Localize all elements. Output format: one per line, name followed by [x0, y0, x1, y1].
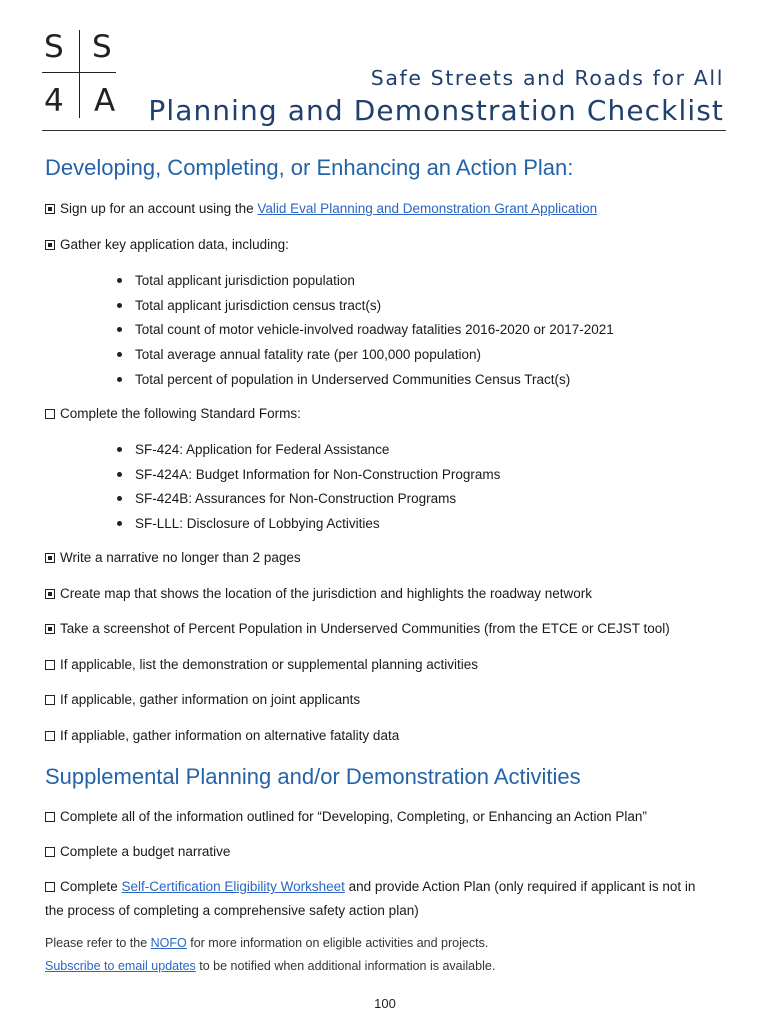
checklist-item-selfcert	[45, 878, 695, 896]
checklist-item-forms	[45, 405, 301, 423]
checklist-item-signup	[45, 200, 597, 218]
item-text: Complete all of the information outlined for “Developing, Completing, or Enhancing an Action Plan”	[60, 809, 647, 824]
item-text: Write a narrative no longer than 2 pages	[60, 550, 301, 565]
list-item: SF-LLL: Disclosure of Lobbying Activities	[115, 515, 500, 540]
logo-letter-top-left: S	[44, 29, 64, 65]
self-certification-worksheet-link[interactable]: Self-Certification Eligibility Worksheet	[121, 879, 345, 894]
checklist-item-fatality	[45, 727, 399, 745]
list-item: Total percent of population in Underserved Communities Census Tract(s)	[115, 371, 614, 396]
item-text: Gather key application data, including:	[60, 237, 289, 252]
s4a-logo	[42, 30, 116, 118]
logo-letter-bottom-right: A	[94, 83, 116, 119]
checklist-item-complete-all	[45, 808, 647, 826]
logo-vertical-rule	[79, 30, 80, 118]
logo-letter-top-right: S	[92, 29, 112, 65]
checkbox-checked[interactable]	[45, 240, 55, 250]
checklist-item-map	[45, 585, 592, 603]
nofo-note	[45, 936, 488, 950]
list-item: Total average annual fatality rate (per 100,000 population)	[115, 346, 614, 371]
supplemental-heading: Supplemental Planning and/or Demonstration Activities	[45, 764, 581, 789]
checkbox-unchecked[interactable]	[45, 731, 55, 741]
list-item: Total applicant jurisdiction census tract(s)	[115, 297, 614, 322]
checkbox-checked[interactable]	[45, 589, 55, 599]
standard-forms-list	[115, 441, 500, 540]
item-text: Create map that shows the location of the jurisdiction and highlights the roadway network	[60, 586, 593, 601]
checkbox-checked[interactable]	[45, 204, 55, 214]
subscribe-link[interactable]: Subscribe to email updates	[45, 959, 196, 973]
gather-data-list	[115, 272, 614, 395]
item-text: If appliable, gather information on alternative fatality data	[60, 728, 400, 743]
item-text: Sign up for an account using the	[60, 201, 254, 216]
item-text: Complete a budget narrative	[60, 844, 231, 859]
checkbox-unchecked[interactable]	[45, 812, 55, 822]
checklist-item-demo	[45, 656, 478, 674]
checkbox-unchecked[interactable]	[45, 847, 55, 857]
item-text: Complete the following Standard Forms:	[60, 406, 301, 421]
subscribe-note	[45, 959, 495, 973]
item-text: If applicable, list the demonstration or supplemental planning activities	[60, 657, 478, 672]
checkbox-checked[interactable]	[45, 624, 55, 634]
action-plan-heading: Developing, Completing, or Enhancing an Action Plan:	[45, 155, 574, 180]
list-item: SF-424: Application for Federal Assistance	[115, 441, 500, 466]
checklist-item-joint	[45, 691, 360, 709]
item-text: and provide Action Plan (only required if applicant is not in	[348, 879, 696, 894]
list-item: Total applicant jurisdiction population	[115, 272, 614, 297]
checkbox-unchecked[interactable]	[45, 695, 55, 705]
note-text: for more information on eligible activities and projects.	[190, 936, 489, 950]
header-subtitle: Safe Streets and Roads for All	[370, 66, 724, 90]
checkbox-unchecked[interactable]	[45, 660, 55, 670]
valid-eval-link[interactable]: Valid Eval Planning and Demonstration Grant Application	[257, 201, 598, 216]
checklist-item-narrative	[45, 549, 301, 567]
checkbox-unchecked[interactable]	[45, 882, 55, 892]
logo-letter-bottom-left: 4	[44, 83, 64, 119]
item-text: Take a screenshot of Percent Population in Underserved Communities (from the ETCE or CEJST tool)	[60, 621, 670, 636]
item-text: Complete	[60, 879, 118, 894]
selfcert-continuation: the process of completing a comprehensive safety action plan)	[45, 903, 419, 918]
checklist-item-gather	[45, 236, 289, 254]
nofo-link[interactable]: NOFO	[150, 936, 187, 950]
checklist-item-screenshot	[45, 620, 670, 638]
page-number: 100	[374, 996, 396, 1011]
checkbox-checked[interactable]	[45, 553, 55, 563]
list-item: Total count of motor vehicle-involved roadway fatalities 2016-2020 or 2017-2021	[115, 321, 614, 346]
note-text: Please refer to the	[45, 936, 148, 950]
page-title: Planning and Demonstration Checklist	[148, 94, 724, 127]
title-divider	[42, 130, 726, 131]
checklist-item-budget	[45, 843, 230, 861]
note-text: to be notified when additional information is available.	[199, 959, 496, 973]
list-item: SF-424B: Assurances for Non-Construction Programs	[115, 490, 500, 515]
checkbox-unchecked[interactable]	[45, 409, 55, 419]
item-text: If applicable, gather information on joint applicants	[60, 692, 361, 707]
list-item: SF-424A: Budget Information for Non-Construction Programs	[115, 466, 500, 491]
